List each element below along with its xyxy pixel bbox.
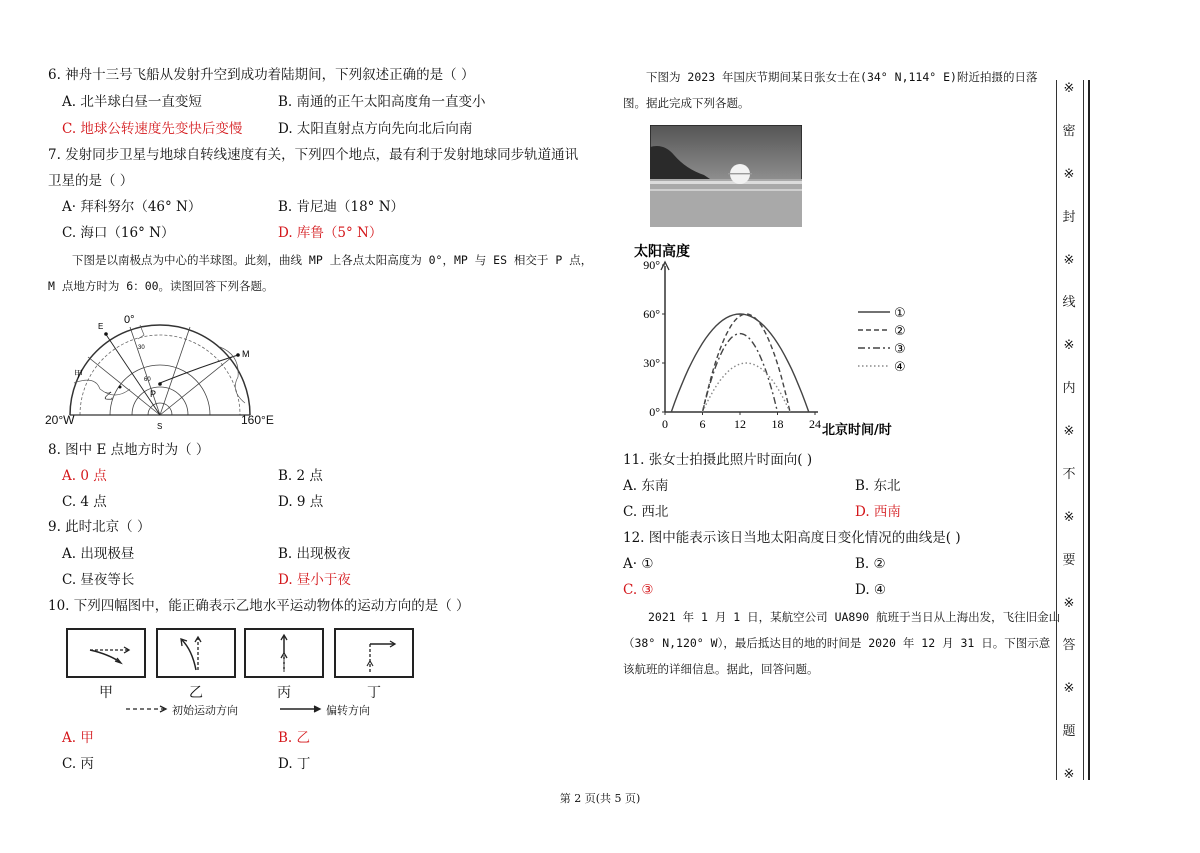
chart-legend-label: ② bbox=[894, 324, 906, 339]
intro13-line1: 2021 年 1 月 1 日，某航空公司 UA890 航班于当日从上海出发，飞往旧金山 bbox=[648, 610, 1061, 624]
binding-char: 不 bbox=[1062, 466, 1076, 482]
binding-mark-icon: ※ bbox=[1063, 681, 1075, 697]
diagram-jia bbox=[66, 628, 146, 678]
chart-x-tick-label: 6 bbox=[699, 417, 706, 431]
q8-option-a[interactable]: A. 0 点 bbox=[62, 468, 107, 484]
binding-mark-icon: ※ bbox=[1063, 509, 1075, 525]
q7-option-b[interactable]: B. 肯尼迪（18° N） bbox=[278, 199, 405, 215]
q9-option-c[interactable]: C. 昼夜等长 bbox=[62, 572, 135, 588]
chart-ylabel: 太阳高度 bbox=[634, 244, 690, 260]
map-label-jia: 甲 bbox=[74, 370, 84, 380]
q6-stem: 6. 神舟十三号飞船从发射升空到成功着陆期间，下列叙述正确的是（ ） bbox=[48, 67, 475, 83]
q8-option-d[interactable]: D. 9 点 bbox=[278, 494, 324, 510]
chart-x-tick-label: 18 bbox=[771, 417, 784, 431]
q10-option-d[interactable]: D. 丁 bbox=[278, 756, 311, 772]
diagram-label-yi: 乙 bbox=[189, 685, 203, 701]
chart-series-line-3 bbox=[703, 334, 778, 412]
chart-x-tick-label: 0 bbox=[662, 417, 668, 431]
diagram-label-bing: 丙 bbox=[277, 685, 291, 701]
q9-option-d[interactable]: D. 昼小于夜 bbox=[278, 572, 351, 588]
page-footer: 第 2 页(共 5 页) bbox=[559, 792, 641, 805]
solar-altitude-chart bbox=[628, 236, 928, 441]
diagram-yi bbox=[156, 628, 236, 678]
map-label-60: 60 bbox=[144, 377, 151, 383]
chart-x-tick-label: 12 bbox=[734, 417, 746, 431]
q7-option-c[interactable]: C. 海口（16° N） bbox=[62, 225, 175, 241]
map-label-e: E bbox=[98, 322, 104, 331]
q6-option-d[interactable]: D. 太阳直射点方向先向北后向南 bbox=[278, 121, 473, 137]
q6-option-b[interactable]: B. 南通的正午太阳高度角一直变小 bbox=[278, 94, 486, 110]
binding-char: 密 bbox=[1062, 123, 1076, 139]
q7-option-a[interactable]: A· 拜科努尔（46° N） bbox=[62, 199, 202, 215]
q11-stem: 11. 张女士拍摄此照片时面向( ) bbox=[623, 452, 813, 468]
binding-rule bbox=[1088, 80, 1090, 780]
diagram-bing bbox=[244, 628, 324, 678]
q9-stem: 9. 此时北京（ ） bbox=[48, 519, 151, 535]
binding-mark-icon: ※ bbox=[1063, 81, 1075, 96]
q8-stem: 8. 图中 E 点地方时为（ ） bbox=[48, 442, 210, 458]
binding-mark-icon: ※ bbox=[1063, 166, 1075, 182]
binding-char: 题 bbox=[1062, 724, 1076, 740]
chart-y-tick-label: 60° bbox=[643, 307, 660, 321]
q7-stem-line1: 7. 发射同步卫星与地球自转线速度有关，下列四个地点，最有利于发射地球同步轨道通讯 bbox=[48, 147, 579, 163]
map-label-30: 30 bbox=[138, 345, 145, 351]
chart-legend-label: ③ bbox=[894, 342, 906, 357]
q9-option-b[interactable]: B. 出现极夜 bbox=[278, 546, 351, 562]
binding-char: 内 bbox=[1062, 381, 1076, 397]
legend-dashed-arrow-icon bbox=[124, 703, 170, 715]
q6-option-c[interactable]: C. 地球公转速度先变快后变慢 bbox=[62, 121, 243, 137]
q10-option-a[interactable]: A. 甲 bbox=[62, 730, 94, 746]
q9-option-a[interactable]: A. 出现极昼 bbox=[62, 546, 135, 562]
q12-option-d[interactable]: D. ④ bbox=[855, 582, 887, 598]
deflection-arrows-ding bbox=[336, 630, 412, 676]
intro13-line3: 该航班的详细信息。据此，回答问题。 bbox=[623, 662, 819, 676]
chart-series-line-1 bbox=[671, 314, 809, 412]
binding-char: 线 bbox=[1062, 295, 1076, 311]
chart-x-tick-label: 24 bbox=[809, 417, 821, 431]
binding-char: 封 bbox=[1062, 209, 1076, 225]
deflection-arrows-yi bbox=[158, 630, 234, 676]
map-label-s: S bbox=[157, 422, 163, 431]
intro11-line2: 图。据此完成下列各题。 bbox=[623, 96, 750, 110]
q11-option-a[interactable]: A. 东南 bbox=[623, 478, 669, 494]
q8-option-b[interactable]: B. 2 点 bbox=[278, 468, 323, 484]
q11-option-b[interactable]: B. 东北 bbox=[855, 478, 901, 494]
chart-y-tick-label: 30° bbox=[643, 356, 660, 370]
chart-y-tick-label: 90° bbox=[643, 258, 660, 272]
map-label-0: 0° bbox=[124, 314, 135, 326]
q8-option-c[interactable]: C. 4 点 bbox=[62, 494, 107, 510]
q7-option-d[interactable]: D. 库鲁（5° N） bbox=[278, 225, 383, 241]
chart-y-tick-label: 0° bbox=[649, 405, 660, 419]
legend-solid-arrow-icon bbox=[278, 703, 324, 715]
intro13-line2: （38° N,120° W），最后抵达目的地的时间是 2020 年 12 月 31 日。下图示意 bbox=[623, 636, 1051, 650]
q12-option-c[interactable]: C. ③ bbox=[623, 582, 654, 598]
q12-stem: 12. 图中能表示该日当地太阳高度日变化情况的曲线是( ) bbox=[623, 530, 961, 546]
binding-mark-icon: ※ bbox=[1063, 767, 1075, 782]
chart-legend-label: ① bbox=[894, 306, 906, 321]
deflection-arrows-bing bbox=[246, 630, 322, 676]
q10-option-c[interactable]: C. 丙 bbox=[62, 756, 94, 772]
binding-mark-icon: ※ bbox=[1063, 338, 1075, 354]
map-label-m: M bbox=[242, 349, 250, 359]
binding-char: 要 bbox=[1062, 552, 1076, 568]
intro8-line2: M 点地方时为 6：00。读图回答下列各题。 bbox=[48, 279, 274, 293]
binding-char: 答 bbox=[1062, 638, 1076, 654]
binding-mark-icon: ※ bbox=[1063, 595, 1075, 611]
map-label-160e: 160°E bbox=[241, 413, 274, 427]
q10-option-b[interactable]: B. 乙 bbox=[278, 730, 311, 746]
q10-stem: 10. 下列四幅图中，能正确表示乙地水平运动物体的运动方向的是（ ） bbox=[48, 598, 470, 614]
binding-mark-icon: ※ bbox=[1063, 252, 1075, 268]
q12-option-b[interactable]: B. ② bbox=[855, 556, 886, 572]
q7-stem-line2: 卫星的是（ ） bbox=[48, 173, 134, 189]
diagram-label-jia: 甲 bbox=[99, 685, 113, 701]
map-label-20w: 20°W bbox=[45, 413, 75, 427]
q11-option-d[interactable]: D. 西南 bbox=[855, 504, 901, 520]
diagram-label-ding: 丁 bbox=[367, 685, 381, 701]
q11-option-c[interactable]: C. 西北 bbox=[623, 504, 669, 520]
binding-mark-icon: ※ bbox=[1063, 424, 1075, 439]
legend-initial-label: 初始运动方向 bbox=[172, 704, 238, 717]
deflection-arrows-jia bbox=[68, 630, 144, 676]
legend-deflect-label: 偏转方向 bbox=[326, 704, 370, 717]
chart-xlabel: 北京时间/时 bbox=[822, 423, 892, 438]
sunset-photo bbox=[650, 125, 802, 227]
intro8-line1: 下图是以南极点为中心的半球图。此刻，曲线 MP 上各点太阳高度为 0°，MP 与 ES 相交于 P 点， bbox=[72, 253, 593, 267]
map-label-yi: 乙 bbox=[104, 392, 114, 402]
q12-option-a[interactable]: A· ① bbox=[623, 556, 654, 572]
diagram-ding bbox=[334, 628, 414, 678]
intro11-line1: 下图为 2023 年国庆节期间某日张女士在(34° N,114° E)附近拍摄的日落 bbox=[646, 70, 1038, 84]
map-label-p: P bbox=[150, 389, 157, 399]
chart-legend-label: ④ bbox=[894, 360, 906, 375]
q6-option-a[interactable]: A. 北半球白昼一直变短 bbox=[62, 94, 202, 110]
chart-series-line-4 bbox=[703, 363, 791, 412]
